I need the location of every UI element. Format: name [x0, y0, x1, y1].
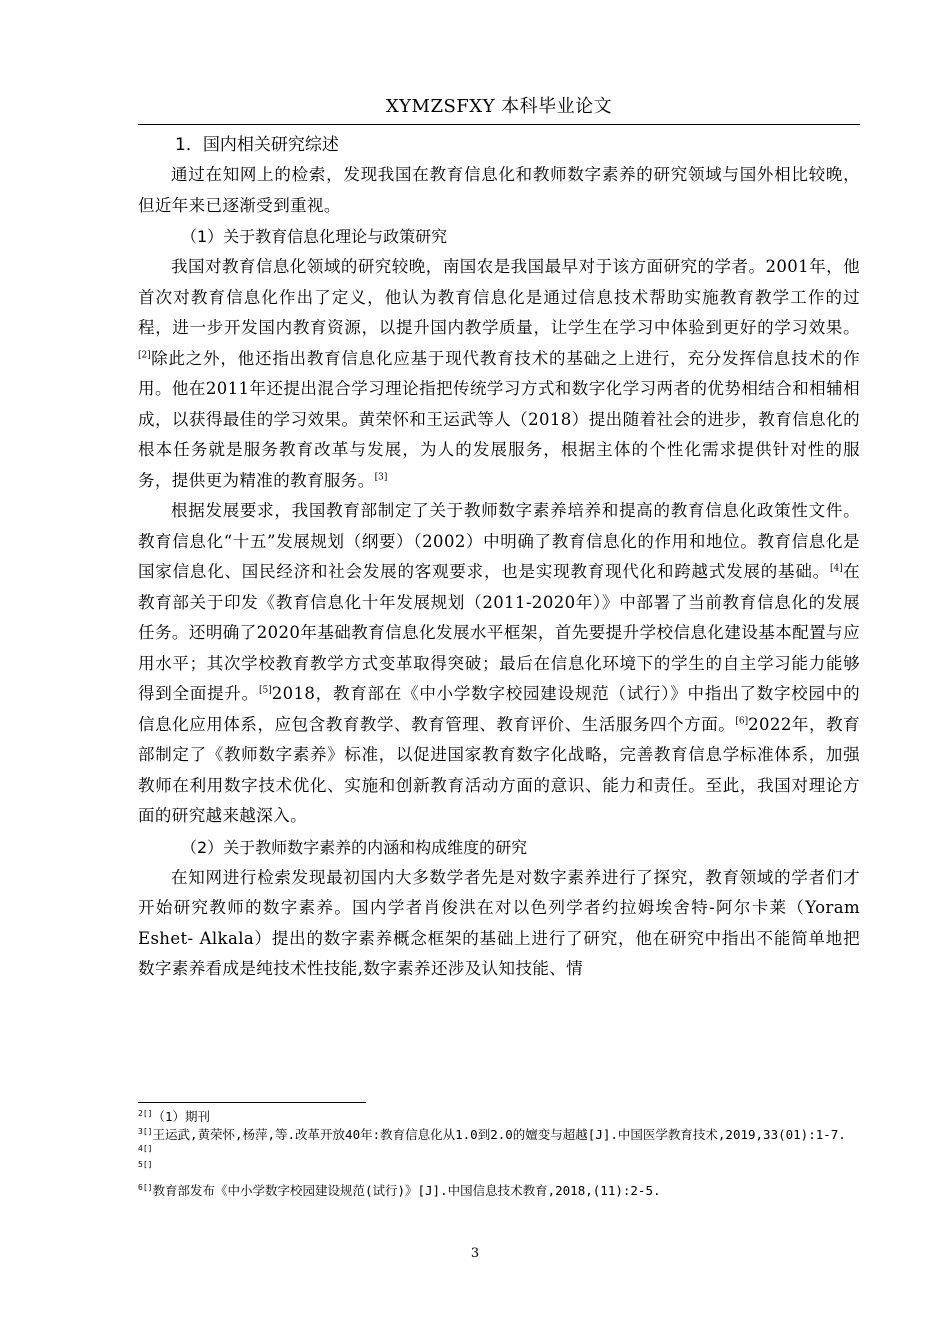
footnote-2: [138, 1108, 860, 1126]
text-run: 2018，教育部在《中小学数字校园建设规范（试行）》中指出了数字校园中的信息化应用体系，应包含教育教学、教育管理、教育评价、生活服务四个方面。: [138, 684, 860, 734]
citation-mark: [6]: [735, 716, 749, 726]
subsection-heading-1: （1）关于教育信息化理论与政策研究: [181, 227, 448, 246]
footnote-mark: 4[]: [138, 1143, 153, 1153]
section-heading: 1．国内相关研究综述: [175, 135, 339, 155]
text-run: 2022年，教育部制定了《教师数字素养》标准，以促进国家教育数字化战略，完善教育信息学标准体系，加强教师在利用数字技术优化、实施和创新教育活动方面的意识、能力和责任。至此，我国对理论方面的研究越来越深入。: [138, 714, 860, 825]
subsection-heading-2: （2）关于教师数字素养的内涵和构成维度的研究: [181, 837, 528, 857]
paragraph-literacy-1: 在知网进行检索发现最初国内大多数学者先是对数字素养进行了探究，教育领域的学者们才开始研究教师的数字素养。国内学者肖俊洪在对以色列学者约拉姆埃舍特-阿尔卡莱（Yoram Eshet- Alkala）提出的数字素养概念框架的基础上进行了研究，他在研究中指出不能简单地把数字素养看成是纯技术性技能,数字素养还涉及认知技能、情: [138, 867, 860, 978]
citation-mark: [4]: [829, 563, 843, 574]
text-run: 我国对教育信息化领域的研究较晚，南国农是我国最早对于该方面研究的学者。2001年，他首次对教育信息化作出了定义，他认为教育信息化是通过信息技术帮助实施教育教学工作的过程，进一步开发国内教育资源，以提升国内教学质量，让学生在学习中体验到更好的学习效果。: [138, 257, 860, 337]
footnote-mark: 2[]: [138, 1108, 153, 1118]
footnote-text: （1）期刊: [152, 1109, 210, 1124]
paragraph-policy-1: [138, 252, 860, 496]
footnote-text: 教育部发布《中小学数字校园建设规范(试行)》[J].中国信息技术教育,2018,(11):2-5.: [152, 1183, 661, 1198]
footnote-6: [138, 1182, 860, 1200]
page-body: [138, 130, 860, 985]
text-run: 除此之外，他还指出教育信息化应基于现代教育技术的基础之上进行，充分发挥信息技术的作用。他在2011年还提出混合学习理论指把传统学习方式和数字化学习两者的优势相结合和相辅相成，以获得最佳的学习效果。黄荣怀和王运武等人（2018）提出随着社会的进步，教育信息化的根本任务就是服务教育改革与发展，为人的发展服务，根据主体的个性化需求提供针对性的服务，提供更为精准的教育服务。: [138, 348, 860, 490]
footnote-5: [138, 1160, 860, 1176]
footnote-text: 王运武,黄荣怀,杨萍,等.改革开放40年:教育信息化从1.0到2.0的嬗变与超越[J].中国医学教育技术,2019,33(01):1-7.: [152, 1127, 846, 1142]
footnote-mark: 5[]: [138, 1159, 153, 1169]
footnote-mark: 6[]: [138, 1182, 153, 1192]
citation-mark: [3]: [374, 472, 388, 482]
citation-mark: [2]: [138, 350, 151, 360]
citation-mark: [5]: [258, 685, 272, 696]
header-title: XYMZSFXY 本科毕业论文: [385, 96, 613, 117]
footnote-separator: [138, 1102, 366, 1103]
section-intro: 通过在知网上的检索，发现我国在教育信息化和教师数字素养的研究领域与国外相比较晚，但近年来已逐渐受到重视。: [138, 165, 860, 215]
text-run: 根据发展要求，我国教育部制定了关于教师数字素养培养和提高的教育信息化政策性文件。教育信息化“十五”发展规划（纲要）（2002）中明确了教育信息化的作用和地位。教育信息化是国家信息化、国民经济和社会发展的客观要求，也是实现教育现代化和跨越式发展的基础。: [138, 501, 860, 581]
footnotes: [138, 1108, 860, 1200]
text-run: 在教育部关于印发《教育信息化十年发展规划（2011-2020年）》中部署了当前教育信息化的发展任务。还明确了2020年基础教育信息化发展水平框架，首先要提升学校信息化建设基本配置与应用水平；其次学校教育教学方式变革取得突破；最后在信息化环境下的学生的自主学习能力能够得到全面提升。: [138, 562, 861, 703]
paragraph-policy-2: [138, 496, 860, 832]
page-number: 3: [470, 1246, 480, 1261]
footnote-4: [138, 1144, 860, 1160]
footnote-3: [138, 1126, 860, 1144]
footnote-mark: 3[]: [138, 1126, 153, 1136]
page-header: [138, 94, 860, 125]
